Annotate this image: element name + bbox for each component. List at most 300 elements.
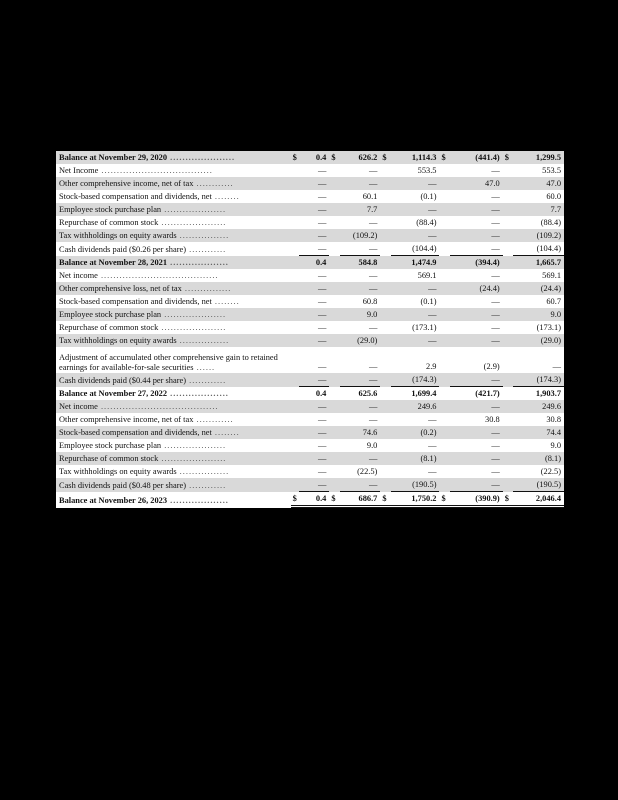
row-label-text: Tax withholdings on equity awards <box>59 336 177 345</box>
row-label-text: Net income <box>59 271 98 280</box>
value-retained-earnings: — <box>391 177 440 190</box>
value-common-stock: — <box>299 334 330 347</box>
row-label-text: Net income <box>59 402 98 411</box>
currency-cell <box>439 347 449 373</box>
value-additional-paid-in-capital: (109.2) <box>340 229 381 242</box>
currency-cell <box>329 177 339 190</box>
value-total: 74.4 <box>513 426 564 439</box>
row-label <box>56 452 291 465</box>
table-row <box>56 164 564 177</box>
currency-cell <box>380 373 390 387</box>
currency-cell <box>329 203 339 216</box>
row-label <box>56 492 291 507</box>
currency-cell <box>329 373 339 387</box>
value-accumulated-oci: — <box>450 242 503 256</box>
currency-cell <box>503 347 513 373</box>
currency-cell <box>439 177 449 190</box>
currency-cell: $ <box>503 151 513 164</box>
value-additional-paid-in-capital: — <box>368 271 378 280</box>
value-additional-paid-in-capital: — <box>368 218 378 227</box>
value-retained-earnings: — <box>391 334 440 347</box>
value-total: (8.1) <box>513 452 564 465</box>
currency-cell <box>503 413 513 426</box>
currency-cell <box>291 190 299 203</box>
value-additional-paid-in-capital: 9.0 <box>340 308 381 321</box>
leader-dots: ............ <box>193 179 234 188</box>
currency-cell: $ <box>380 151 390 164</box>
currency-cell <box>503 387 513 401</box>
value-retained-earnings: 1,114.3 <box>391 151 440 164</box>
value-accumulated-oci: — <box>450 229 503 242</box>
table-row <box>56 295 564 308</box>
currency-cell <box>329 295 339 308</box>
currency-cell <box>503 400 513 413</box>
value-additional-paid-in-capital: — <box>340 452 381 465</box>
value-common-stock: — <box>299 242 330 256</box>
row-label-text: Cash dividends paid ($0.26 per share) <box>59 244 186 254</box>
value-accumulated-oci: — <box>450 203 503 216</box>
value-accumulated-oci: — <box>491 271 500 280</box>
currency-cell <box>380 334 390 347</box>
currency-cell <box>503 308 513 321</box>
value-common-stock: 0.4 <box>299 256 330 270</box>
table-row <box>56 465 564 478</box>
value-retained-earnings: 553.5 <box>417 166 437 175</box>
value-retained-earnings: 1,474.9 <box>391 256 440 270</box>
value-common-stock: — <box>299 426 330 439</box>
value-common-stock: — <box>317 441 327 450</box>
value-accumulated-oci: 47.0 <box>450 177 503 190</box>
row-label <box>56 413 291 426</box>
currency-cell <box>503 190 513 203</box>
currency-cell <box>439 387 449 401</box>
value-retained-earnings: 2.9 <box>426 362 437 371</box>
value-total: — <box>552 362 561 371</box>
value-total: 30.8 <box>546 415 561 424</box>
currency-cell <box>439 216 449 229</box>
value-accumulated-oci: — <box>450 334 503 347</box>
row-label <box>56 177 291 190</box>
value-retained-earnings: (0.1) <box>420 192 437 201</box>
currency-cell <box>291 256 299 270</box>
value-common-stock: — <box>317 297 327 306</box>
value-common-stock: — <box>299 308 330 321</box>
currency-cell <box>380 308 390 321</box>
currency-cell <box>439 308 449 321</box>
value-total: (173.1) <box>536 323 561 332</box>
table-row <box>56 452 564 465</box>
currency-cell <box>291 269 299 282</box>
table-row <box>56 282 564 295</box>
currency-cell <box>439 321 449 334</box>
value-total: (109.2) <box>513 229 564 242</box>
currency-cell <box>329 229 339 242</box>
currency-cell <box>439 373 449 387</box>
currency-cell <box>291 413 299 426</box>
currency-cell <box>503 321 513 334</box>
value-additional-paid-in-capital: — <box>340 478 381 492</box>
value-common-stock: — <box>317 166 327 175</box>
value-accumulated-oci: — <box>450 308 503 321</box>
table-row <box>56 256 564 270</box>
row-label-text: Balance at November 27, 2022 <box>59 389 168 398</box>
currency-cell: $ <box>439 151 449 164</box>
value-retained-earnings: 1,699.4 <box>411 389 437 398</box>
currency-cell <box>291 242 299 256</box>
value-total: (190.5) <box>513 478 564 492</box>
table-row <box>56 321 564 334</box>
currency-cell <box>329 452 339 465</box>
currency-cell <box>329 321 339 334</box>
currency-cell <box>503 242 513 256</box>
value-retained-earnings: (0.1) <box>420 297 437 306</box>
value-total: (22.5) <box>540 467 561 476</box>
currency-cell <box>380 321 390 334</box>
value-common-stock: — <box>299 373 330 387</box>
table-row <box>56 413 564 426</box>
currency-cell <box>380 452 390 465</box>
value-common-stock: — <box>299 282 330 295</box>
table-row <box>56 387 564 401</box>
value-accumulated-oci: (394.4) <box>450 256 503 270</box>
currency-cell <box>503 203 513 216</box>
currency-cell <box>291 373 299 387</box>
row-label-text: Stock-based compensation and dividends, net <box>59 192 212 201</box>
value-retained-earnings: (174.3) <box>391 373 440 387</box>
currency-cell <box>329 478 339 492</box>
row-label <box>56 190 291 203</box>
currency-cell <box>439 229 449 242</box>
value-total: (24.4) <box>513 282 564 295</box>
leader-dots: ................ <box>176 467 230 476</box>
leader-dots: ................... <box>167 389 229 398</box>
currency-cell <box>329 269 339 282</box>
currency-cell: $ <box>439 492 449 507</box>
table-row <box>56 242 564 256</box>
value-additional-paid-in-capital: — <box>340 242 381 256</box>
value-common-stock: — <box>317 218 327 227</box>
currency-cell: $ <box>329 151 339 164</box>
value-accumulated-oci: — <box>491 467 500 476</box>
currency-cell <box>439 164 449 177</box>
row-label <box>56 229 291 242</box>
currency-cell <box>380 256 390 270</box>
table-row <box>56 269 564 282</box>
row-label-text: Net Income <box>59 166 99 175</box>
table-row <box>56 229 564 242</box>
currency-cell <box>503 229 513 242</box>
currency-cell <box>503 216 513 229</box>
table-row <box>56 439 564 452</box>
value-retained-earnings: (190.5) <box>391 478 440 492</box>
currency-cell <box>503 282 513 295</box>
value-additional-paid-in-capital: 9.0 <box>366 441 378 450</box>
value-total: 1,903.7 <box>535 389 561 398</box>
value-additional-paid-in-capital: 74.6 <box>340 426 381 439</box>
currency-cell <box>291 334 299 347</box>
currency-cell <box>380 465 390 478</box>
value-retained-earnings: 569.1 <box>417 271 437 280</box>
currency-cell <box>380 242 390 256</box>
value-accumulated-oci: 30.8 <box>485 415 500 424</box>
leader-dots: ........ <box>211 297 240 306</box>
currency-cell <box>380 269 390 282</box>
currency-cell <box>503 439 513 452</box>
row-label-text: Other comprehensive income, net of tax <box>59 179 194 188</box>
currency-cell <box>439 242 449 256</box>
value-total: (29.0) <box>513 334 564 347</box>
currency-cell <box>380 400 390 413</box>
currency-cell <box>380 164 390 177</box>
equity-table-body <box>56 151 564 507</box>
value-common-stock: — <box>299 177 330 190</box>
currency-cell <box>329 413 339 426</box>
value-total: 569.1 <box>542 271 561 280</box>
currency-cell <box>291 177 299 190</box>
currency-cell <box>380 190 390 203</box>
value-additional-paid-in-capital: — <box>368 323 378 332</box>
value-retained-earnings: 1,750.2 <box>391 492 440 507</box>
row-label <box>56 321 291 334</box>
row-label <box>56 295 291 308</box>
value-total: 9.0 <box>550 441 561 450</box>
row-label-text: Cash dividends paid ($0.44 per share) <box>59 375 186 385</box>
row-label <box>56 256 291 270</box>
row-label-text: Tax withholdings on equity awards <box>59 231 177 240</box>
currency-cell <box>503 177 513 190</box>
leader-dots: ................ <box>176 336 230 345</box>
currency-cell <box>329 426 339 439</box>
row-label-text: Employee stock purchase plan <box>59 205 162 214</box>
value-common-stock: — <box>299 203 330 216</box>
row-label <box>56 373 291 387</box>
row-label-text: Other comprehensive loss, net of tax <box>59 284 182 293</box>
row-label <box>56 465 291 478</box>
currency-cell <box>291 321 299 334</box>
value-total: 249.6 <box>513 400 564 413</box>
table-row <box>56 308 564 321</box>
row-label-text: Tax withholdings on equity awards <box>59 467 177 476</box>
currency-cell <box>329 242 339 256</box>
value-additional-paid-in-capital: 60.1 <box>362 192 378 201</box>
currency-cell <box>439 413 449 426</box>
value-common-stock: — <box>317 362 327 371</box>
currency-cell <box>503 164 513 177</box>
value-additional-paid-in-capital: 60.8 <box>362 297 378 306</box>
value-retained-earnings: — <box>391 229 440 242</box>
currency-cell <box>291 387 299 401</box>
value-additional-paid-in-capital: — <box>340 400 381 413</box>
leader-dots: ............ <box>193 415 234 424</box>
currency-cell <box>329 439 339 452</box>
currency-cell <box>291 465 299 478</box>
table-row <box>56 373 564 387</box>
row-label-text: Balance at November 29, 2020 <box>59 153 168 162</box>
row-label <box>56 282 291 295</box>
leader-dots: ..................... <box>158 454 227 463</box>
value-total: 60.7 <box>546 297 561 306</box>
value-accumulated-oci: — <box>491 218 500 227</box>
equity-table <box>56 151 564 508</box>
table-row <box>56 177 564 190</box>
currency-cell: $ <box>291 492 299 507</box>
leader-dots: ................... <box>167 495 229 505</box>
currency-cell <box>329 216 339 229</box>
currency-cell <box>380 177 390 190</box>
currency-cell <box>380 229 390 242</box>
row-label <box>56 164 291 177</box>
value-total: 60.0 <box>546 192 561 201</box>
row-label <box>56 439 291 452</box>
currency-cell <box>439 465 449 478</box>
value-accumulated-oci: (390.9) <box>450 492 503 507</box>
value-retained-earnings: — <box>391 203 440 216</box>
currency-cell <box>380 216 390 229</box>
row-label <box>56 308 291 321</box>
currency-cell <box>439 452 449 465</box>
row-label-text: Adjustment of accumulated other comprehensive gain to retained earnings for available-for-sale securities <box>59 353 278 372</box>
value-total: (88.4) <box>540 218 561 227</box>
value-additional-paid-in-capital: — <box>368 362 378 371</box>
row-label <box>56 216 291 229</box>
currency-cell <box>439 269 449 282</box>
value-total: (104.4) <box>513 242 564 256</box>
value-common-stock: — <box>317 271 327 280</box>
currency-cell <box>503 334 513 347</box>
value-common-stock: — <box>317 323 327 332</box>
value-accumulated-oci: — <box>450 478 503 492</box>
currency-cell <box>439 400 449 413</box>
value-accumulated-oci: — <box>491 441 500 450</box>
value-retained-earnings: (173.1) <box>412 323 437 332</box>
value-common-stock: — <box>317 467 327 476</box>
currency-cell <box>380 478 390 492</box>
value-common-stock: — <box>299 478 330 492</box>
currency-cell <box>291 308 299 321</box>
table-row <box>56 426 564 439</box>
value-retained-earnings: (104.4) <box>391 242 440 256</box>
leader-dots: .................................... <box>98 166 213 175</box>
currency-cell <box>503 478 513 492</box>
value-accumulated-oci: — <box>450 426 503 439</box>
value-accumulated-oci: (421.7) <box>475 389 500 398</box>
row-label-text: Stock-based compensation and dividends, net <box>59 297 212 306</box>
currency-cell <box>439 295 449 308</box>
table-row <box>56 203 564 216</box>
value-total: 9.0 <box>513 308 564 321</box>
currency-cell <box>291 400 299 413</box>
table-row <box>56 400 564 413</box>
table-row <box>56 151 564 164</box>
leader-dots: ...................................... <box>97 271 219 280</box>
value-total: 2,046.4 <box>513 492 564 507</box>
value-additional-paid-in-capital: 584.8 <box>340 256 381 270</box>
value-retained-earnings: (8.1) <box>391 452 440 465</box>
currency-cell <box>329 387 339 401</box>
value-additional-paid-in-capital: — <box>368 166 378 175</box>
value-common-stock: — <box>317 192 327 201</box>
currency-cell <box>439 256 449 270</box>
value-retained-earnings: — <box>391 308 440 321</box>
row-label-text: Repurchase of common stock <box>59 454 159 463</box>
value-accumulated-oci: — <box>491 166 500 175</box>
row-label <box>56 151 291 164</box>
table-row <box>56 347 564 373</box>
value-additional-paid-in-capital: (22.5) <box>357 467 378 476</box>
value-additional-paid-in-capital: 7.7 <box>340 203 381 216</box>
leader-dots: ...................................... <box>97 402 219 411</box>
value-common-stock: 0.4 <box>299 492 330 507</box>
row-label <box>56 347 291 373</box>
value-total: 1,665.7 <box>513 256 564 270</box>
currency-cell <box>503 256 513 270</box>
currency-cell <box>380 295 390 308</box>
currency-cell <box>503 295 513 308</box>
currency-cell <box>380 413 390 426</box>
value-additional-paid-in-capital: — <box>340 177 381 190</box>
value-accumulated-oci: — <box>491 192 500 201</box>
currency-cell <box>329 465 339 478</box>
table-row <box>56 334 564 347</box>
currency-cell: $ <box>329 492 339 507</box>
leader-dots: ................ <box>176 231 230 240</box>
currency-cell <box>291 347 299 373</box>
row-label-text: Balance at November 26, 2023 <box>59 495 168 505</box>
currency-cell <box>380 426 390 439</box>
value-common-stock: — <box>299 229 330 242</box>
currency-cell <box>380 203 390 216</box>
leader-dots: ............... <box>181 284 232 293</box>
value-retained-earnings: 249.6 <box>391 400 440 413</box>
currency-cell: $ <box>292 153 297 162</box>
currency-cell <box>291 229 299 242</box>
value-total: 47.0 <box>513 177 564 190</box>
value-additional-paid-in-capital: 686.7 <box>340 492 381 507</box>
currency-cell <box>329 256 339 270</box>
value-additional-paid-in-capital: — <box>340 282 381 295</box>
value-additional-paid-in-capital: 625.6 <box>358 389 378 398</box>
currency-cell <box>439 190 449 203</box>
value-common-stock: — <box>299 400 330 413</box>
row-label-text: Repurchase of common stock <box>59 218 159 227</box>
leader-dots: ........ <box>211 192 240 201</box>
row-label <box>56 269 291 282</box>
leader-dots: ............ <box>186 480 227 490</box>
currency-cell: $ <box>380 492 390 507</box>
currency-cell <box>380 387 390 401</box>
row-label-text: Cash dividends paid ($0.48 per share) <box>59 480 186 490</box>
currency-cell: $ <box>503 492 513 507</box>
row-label <box>56 387 291 401</box>
currency-cell <box>380 439 390 452</box>
value-total: 1,299.5 <box>513 151 564 164</box>
value-retained-earnings: — <box>428 441 437 450</box>
currency-cell <box>380 347 390 373</box>
currency-cell <box>503 269 513 282</box>
currency-cell <box>329 164 339 177</box>
value-common-stock: — <box>317 415 327 424</box>
currency-cell <box>380 282 390 295</box>
value-accumulated-oci: (2.9) <box>483 362 500 371</box>
leader-dots: ................... <box>167 258 229 267</box>
leader-dots: ........ <box>211 428 240 437</box>
currency-cell <box>291 295 299 308</box>
currency-cell <box>439 282 449 295</box>
currency-cell <box>503 426 513 439</box>
row-label-text: Repurchase of common stock <box>59 323 159 332</box>
row-label-text: Other comprehensive income, net of tax <box>59 415 194 424</box>
value-additional-paid-in-capital: (29.0) <box>340 334 381 347</box>
